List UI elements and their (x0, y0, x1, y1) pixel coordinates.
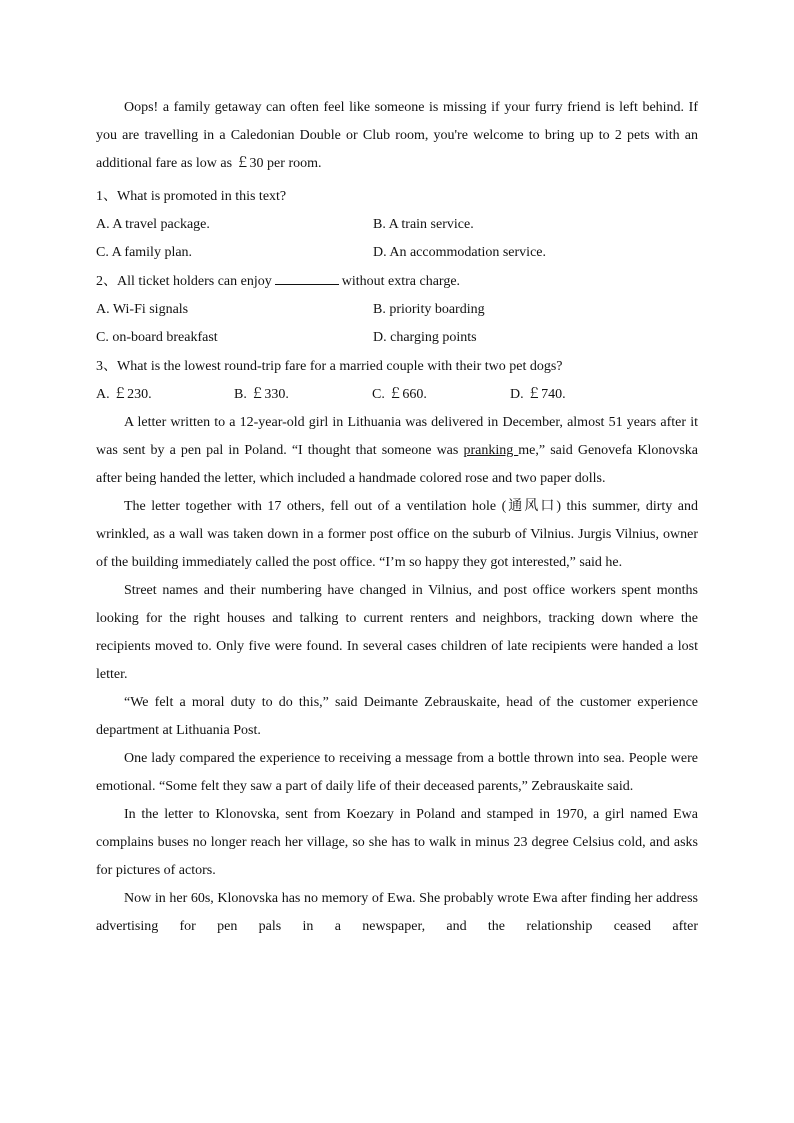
passage2-paragraph-5: One lady compared the experience to receiving a message from a bottle thrown into sea. People were emotional. “Some felt they saw a part of daily life of their deceased parents,” Zebrauskaite said. (96, 751, 698, 794)
passage2-paragraph-3: Street names and their numbering have changed in Vilnius, and post office workers spent months looking for the right houses and talking to current renters and neighbors, tracking down where the recipients moved to. Only five were found. In several cases children of late recipients were handed a lost letter. (96, 583, 698, 682)
passage2-paragraph-7: Now in her 60s, Klonovska has no memory of Ewa. She probably wrote Ewa after finding her address advertising for pen pals in a newspaper, and the relationship ceased after (96, 891, 698, 934)
question-2-stem-before: 2、All ticket holders can enjoy (96, 274, 272, 289)
question-2-option-b[interactable]: B. priority boarding (373, 302, 485, 317)
question-2-options-row-2 (96, 324, 698, 352)
question-3-options-row (96, 381, 698, 409)
question-2-option-d[interactable]: D. charging points (373, 330, 477, 345)
document-page (96, 94, 698, 941)
question-2-option-c[interactable]: C. on-board breakfast (96, 330, 218, 345)
question-1-option-c[interactable]: C. A family plan. (96, 245, 193, 260)
question-2-options-row-1 (96, 296, 698, 324)
question-1-option-b[interactable]: B. A train service. (373, 217, 474, 232)
question-1-option-a[interactable]: A. A travel package. (96, 217, 210, 232)
paragraph-1-text-after: me,” said Genovefa Klonovska after being handed the letter, which included a handmade colored rose and two paper dolls. (96, 443, 698, 486)
question-1-options-row-1 (96, 211, 698, 239)
question-3-option-d[interactable]: D. ￡740. (510, 387, 566, 402)
question-3-option-b[interactable]: B. ￡330. (234, 387, 289, 402)
passage1-paragraph: Oops! a family getaway can often feel like someone is missing if your furry friend is left behind. If you are travelling in a Caledonian Double or Club room, you're welcome to bring up to 2 pets with an additional fare as low as ￡30 per room. (96, 100, 698, 171)
question-3-option-c[interactable]: C. ￡660. (372, 387, 427, 402)
paragraph-1-text-before: A letter written to a 12-year-old girl in Lithuania was delivered in December, almost 51 years after it was sent by a pen pal in Poland. “I thought that someone was (96, 415, 698, 458)
passage2-paragraph-6: In the letter to Klonovska, sent from Koezary in Poland and stamped in 1970, a girl named Ewa complains buses no longer reach her village, so she has to walk in minus 23 degree Celsius cold, and asks for pictures of actors. (96, 807, 698, 878)
question-3-option-a[interactable]: A. ￡230. (96, 387, 152, 402)
passage2-paragraph-4: “We felt a moral duty to do this,” said Deimante Zebrauskaite, head of the customer experience department at Lithuania Post. (96, 695, 698, 738)
passage2-paragraph-1 (96, 409, 698, 493)
question-2-stem (96, 267, 698, 296)
answer-blank[interactable] (275, 270, 339, 285)
question-3-stem: 3、What is the lowest round-trip fare for a married couple with their two pet dogs? (96, 359, 563, 374)
question-2-option-a[interactable]: A. Wi-Fi signals (96, 302, 189, 317)
passage2-paragraph-2: The letter together with 17 others, fell out of a ventilation hole (通风口) this summer, dirty and wrinkled, as a wall was taken down in a former post office on the suburb of Vilnius. Jurgis Vilnius, owner of the building immediately called the post office. “I’m so happy they got interested,” said he. (96, 499, 698, 570)
question-1-option-d[interactable]: D. An accommodation service. (373, 245, 547, 260)
question-1-stem: 1、What is promoted in this text? (96, 189, 287, 204)
question-1-options-row-2 (96, 239, 698, 267)
underlined-word: pranking (463, 443, 519, 458)
question-2-stem-after: without extra charge. (341, 274, 461, 289)
